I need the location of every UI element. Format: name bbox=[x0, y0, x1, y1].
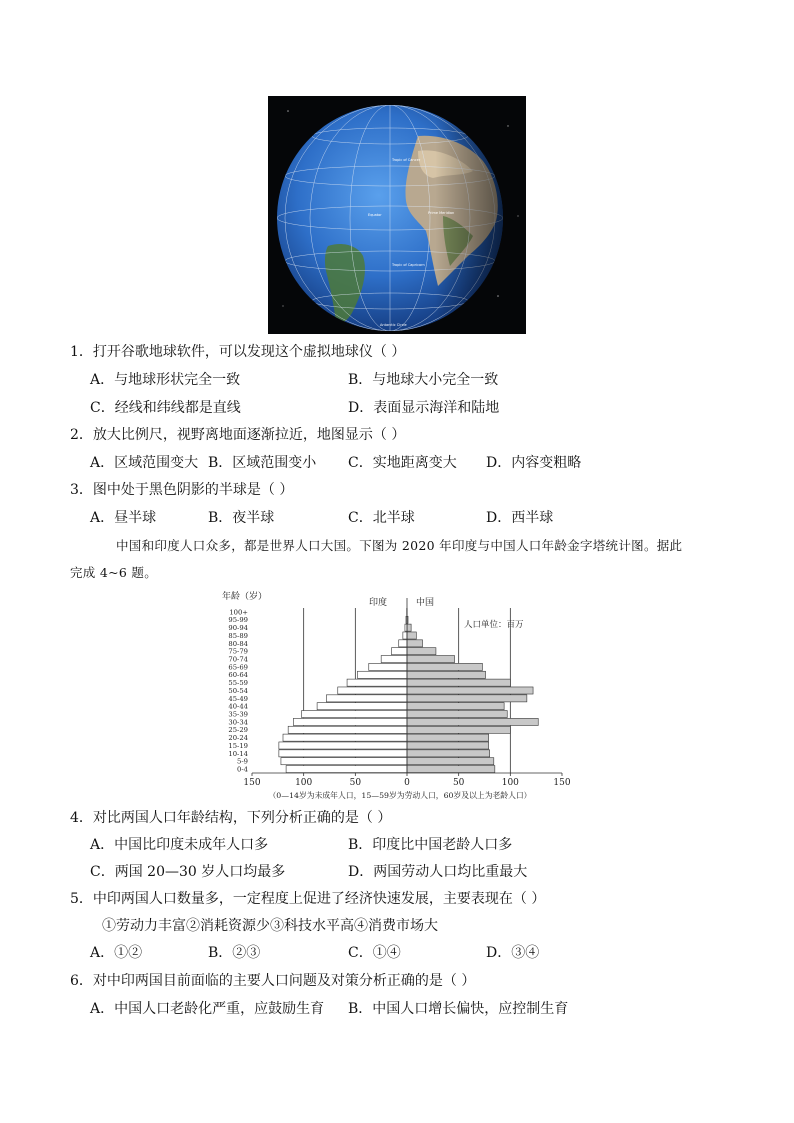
question-text: 放大比例尺，视野离地面逐渐拉近，地图显示（ ） bbox=[92, 427, 406, 443]
option: C．北半球 bbox=[348, 510, 415, 526]
question-number: 2． bbox=[70, 427, 93, 443]
question-number: 4． bbox=[70, 810, 93, 826]
bar-india bbox=[302, 711, 407, 718]
option: B．与地球大小完全一致 bbox=[348, 372, 499, 388]
bar-china bbox=[407, 726, 510, 733]
bar-china bbox=[407, 718, 538, 725]
legend-india: 印度 bbox=[369, 598, 388, 608]
bar-india bbox=[403, 632, 407, 639]
x-tick-label: 100 bbox=[501, 778, 519, 788]
bar-india bbox=[279, 742, 407, 749]
bar-china bbox=[407, 632, 416, 639]
bar-india bbox=[281, 758, 407, 765]
bar-india bbox=[286, 766, 407, 773]
y-tick-label: 40-44 bbox=[228, 702, 248, 711]
option: C．①④ bbox=[348, 945, 401, 961]
bar-india bbox=[283, 734, 407, 741]
question-5 bbox=[70, 889, 545, 909]
globe-label: Antarctic Circle bbox=[380, 323, 407, 327]
y-tick-label: 85-89 bbox=[228, 631, 248, 640]
legend-china: 中国 bbox=[416, 598, 435, 608]
y-axis-label: 年龄（岁） bbox=[222, 592, 268, 602]
option: C．经线和纬线都是直线 bbox=[90, 400, 241, 416]
globe-label: Prime Meridian bbox=[428, 211, 455, 215]
option: A．中国比印度未成年人口多 bbox=[90, 837, 269, 853]
bar-india bbox=[369, 663, 407, 670]
bar-india bbox=[279, 750, 407, 757]
bar-china bbox=[407, 648, 436, 655]
x-tick-label: 50 bbox=[452, 778, 465, 788]
option: B．中国人口增长偏快，应控制生育 bbox=[348, 1001, 569, 1017]
bar-india bbox=[293, 718, 407, 725]
bar-china bbox=[407, 734, 489, 741]
x-tick-label: 150 bbox=[553, 778, 571, 788]
y-tick-label: 15-19 bbox=[228, 741, 248, 750]
y-tick-label: 95-99 bbox=[228, 616, 248, 625]
y-tick-label: 0-4 bbox=[237, 765, 248, 774]
bar-china bbox=[407, 750, 490, 757]
bar-china bbox=[407, 624, 411, 631]
question-4 bbox=[70, 808, 391, 828]
bar-china bbox=[407, 703, 504, 710]
question-6 bbox=[70, 971, 475, 991]
option: A．区域范围变大 bbox=[90, 455, 199, 471]
option: D．表面显示海洋和陆地 bbox=[348, 400, 500, 416]
option: B．印度比中国老龄人口多 bbox=[348, 837, 513, 853]
y-tick-label: 10-14 bbox=[228, 749, 248, 758]
bar-china bbox=[407, 671, 486, 678]
question-3 bbox=[70, 480, 293, 500]
intro-line-2: 完成 4~6 题。 bbox=[70, 565, 158, 580]
question-text: 图中处于黑色阴影的半球是（ ） bbox=[92, 482, 294, 498]
option: B．夜半球 bbox=[208, 510, 275, 526]
bar-india bbox=[317, 703, 407, 710]
option: A．中国人口老龄化严重，应鼓励生育 bbox=[90, 1001, 325, 1017]
y-tick-label: 60-64 bbox=[228, 671, 248, 680]
question-2 bbox=[70, 425, 405, 445]
question-text: 对比两国人口年龄结构，下列分析正确的是（ ） bbox=[92, 810, 392, 826]
bar-china bbox=[407, 711, 507, 718]
bar-china bbox=[407, 640, 423, 647]
bar-china bbox=[407, 758, 494, 765]
question-text: 中印两国人口数量多，一定程度上促进了经济快速发展，主要表现在（ ） bbox=[92, 891, 546, 907]
option: D．③④ bbox=[486, 945, 540, 961]
y-tick-label: 90-94 bbox=[228, 624, 248, 633]
bar-china bbox=[407, 766, 495, 773]
y-tick-label: 70-74 bbox=[228, 655, 248, 664]
bar-china bbox=[407, 687, 533, 694]
y-tick-label: 35-39 bbox=[228, 710, 248, 719]
y-tick-label: 65-69 bbox=[228, 663, 248, 672]
bar-china bbox=[407, 742, 489, 749]
globe-label: Tropic of Capricorn bbox=[392, 263, 425, 267]
option: C．两国 20—30 岁人口均最多 bbox=[90, 864, 286, 880]
bar-india bbox=[347, 679, 407, 686]
y-tick-label: 20-24 bbox=[228, 734, 248, 743]
option: D．内容变粗略 bbox=[486, 455, 582, 471]
bar-india bbox=[381, 656, 407, 663]
question-number: 3． bbox=[70, 482, 93, 498]
option: A．与地球形状完全一致 bbox=[90, 372, 241, 388]
bar-india bbox=[288, 726, 407, 733]
question-1 bbox=[70, 342, 405, 362]
question-5-statements: ①劳动力丰富②消耗资源少③科技水平高④消费市场大 bbox=[102, 918, 438, 934]
globe-label: Equator bbox=[368, 213, 382, 217]
option: B．区域范围变小 bbox=[208, 455, 317, 471]
bar-india bbox=[399, 640, 407, 647]
y-tick-label: 50-54 bbox=[228, 686, 248, 695]
population-pyramid-chart bbox=[220, 588, 580, 803]
option: D．西半球 bbox=[486, 510, 554, 526]
bar-china bbox=[407, 663, 482, 670]
y-tick-label: 5-9 bbox=[237, 757, 248, 766]
bar-india bbox=[392, 648, 408, 655]
chart-footnote: （0—14岁为未成年人口，15—59岁为劳动人口，60岁及以上为老龄人口） bbox=[268, 791, 532, 800]
bar-india bbox=[338, 687, 407, 694]
question-number: 5． bbox=[70, 891, 93, 907]
y-tick-label: 45-49 bbox=[228, 694, 248, 703]
y-tick-label: 75-79 bbox=[228, 647, 248, 656]
bar-india bbox=[357, 671, 407, 678]
option: B．②③ bbox=[208, 945, 261, 961]
y-tick-label: 100+ bbox=[229, 608, 248, 617]
question-text: 打开谷歌地球软件，可以发现这个虚拟地球仪（ ） bbox=[92, 344, 406, 360]
bar-china bbox=[407, 695, 527, 702]
x-tick-label: 150 bbox=[243, 778, 261, 788]
intro-line-1: 中国和印度人口众多，都是世界人口大国。下图为 2020 年印度与中国人口年龄金字塔统计图。据此 bbox=[116, 538, 683, 553]
bar-china bbox=[407, 656, 455, 663]
bar-india bbox=[326, 695, 407, 702]
option: D．两国劳动人口均比重最大 bbox=[348, 864, 528, 880]
x-tick-label: 0 bbox=[404, 778, 410, 788]
bar-china bbox=[407, 679, 510, 686]
globe-label: Tropic of Cancer bbox=[392, 158, 421, 162]
y-tick-label: 80-84 bbox=[228, 639, 248, 648]
y-tick-label: 30-34 bbox=[228, 718, 248, 727]
x-tick-label: 100 bbox=[295, 778, 313, 788]
unit-label: 人口单位：百万 bbox=[464, 620, 524, 630]
option: A．昼半球 bbox=[90, 510, 157, 526]
option: C．实地距离变大 bbox=[348, 455, 457, 471]
x-tick-label: 50 bbox=[349, 778, 362, 788]
question-number: 6． bbox=[70, 973, 93, 989]
globe-image bbox=[268, 96, 526, 334]
question-number: 1． bbox=[70, 344, 93, 360]
y-tick-label: 25-29 bbox=[228, 726, 248, 735]
option: A．①② bbox=[90, 945, 143, 961]
question-text: 对中印两国目前面临的主要人口问题及对策分析正确的是（ ） bbox=[92, 973, 476, 989]
y-tick-label: 55-59 bbox=[228, 679, 248, 688]
